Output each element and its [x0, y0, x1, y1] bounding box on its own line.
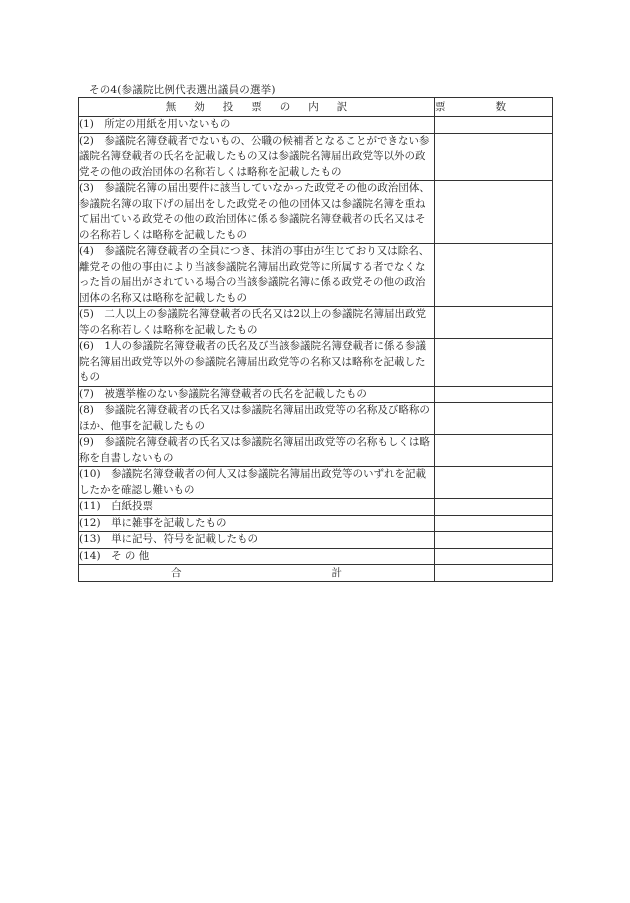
- table-row: [79, 403, 553, 435]
- row-number: (6): [79, 340, 94, 352]
- table-row: [79, 532, 553, 549]
- header-count: [435, 98, 553, 117]
- reason-cell: [79, 244, 435, 307]
- total-row: [79, 565, 553, 582]
- reason-cell: [79, 515, 435, 532]
- table-header-row: [79, 98, 553, 117]
- vote-count-cell[interactable]: [435, 181, 553, 244]
- row-number: (12): [79, 516, 101, 529]
- row-number: (2): [79, 134, 94, 147]
- vote-count-cell[interactable]: [435, 515, 553, 532]
- reason-cell: [79, 386, 435, 403]
- reason-text: 白紙投票: [111, 500, 154, 512]
- row-number: (4): [79, 245, 94, 257]
- reason-cell: [79, 307, 435, 339]
- header-reason: 無効投票の内訳: [79, 98, 435, 117]
- reason-text: 参議院名簿登載者の何人又は参議院名簿届出政党等のいずれを記載したかを確認し難いもの: [79, 468, 427, 496]
- reason-text: 参議院名簿登載者の全員につき、抹消の事由が生じており又は除名、離党その他の事由により当該参議院名簿届出政党等に所属する者でなくなった旨の届出がされている場合の当該参議院名簿に係る政党その他の政治団体の名称又は略称を記載したもの: [79, 245, 430, 304]
- reason-cell: [79, 181, 435, 244]
- vote-count-cell[interactable]: [435, 244, 553, 307]
- total-count-cell[interactable]: [435, 565, 553, 582]
- vote-count-cell[interactable]: [435, 133, 553, 181]
- header-count-left: 票: [435, 101, 446, 113]
- table-row: [79, 515, 553, 532]
- table-row: [79, 339, 553, 387]
- table-row: [79, 386, 553, 403]
- reason-text: 1人の参議院名簿登載者の氏名及び当該参議院名簿登載者に係る参議院名簿届出政党等以外の参議院名簿届出政党等の名称又は略称を記載したもの: [79, 340, 427, 383]
- reason-text: 参議院名簿登載者の氏名又は参議院名簿届出政党等の名称もしくは略称を自書しないもの: [79, 436, 430, 464]
- table-row: [79, 181, 553, 244]
- row-number: (1): [79, 118, 94, 130]
- reason-cell: [79, 548, 435, 565]
- header-count-right: 数: [495, 101, 506, 113]
- table-row: [79, 435, 553, 467]
- reason-cell: [79, 133, 435, 181]
- form-caption: その4(参議院比例代表選出議員の選挙): [89, 84, 276, 96]
- vote-count-cell[interactable]: [435, 499, 553, 516]
- reason-cell: [79, 403, 435, 435]
- reason-text: 参議院名簿の届出要件に該当していなかった政党その他の政治団体、参議院名簿の取下げの届出をした政党その他の団体又は参議院名簿を重ねて届出ている政党その他の政治団体に係る参議院名簿登載者の氏名又はその名称若しくは略称を記載したもの: [79, 182, 430, 241]
- vote-count-cell[interactable]: [435, 548, 553, 565]
- table-row: [79, 244, 553, 307]
- total-label-right: 計: [331, 567, 342, 579]
- table-row: [79, 117, 553, 134]
- row-number: (11): [79, 500, 101, 512]
- vote-count-cell[interactable]: [435, 435, 553, 467]
- row-number: (8): [79, 404, 94, 416]
- reason-cell: [79, 117, 435, 134]
- vote-count-cell[interactable]: [435, 117, 553, 134]
- table-body: [79, 117, 553, 565]
- vote-count-cell[interactable]: [435, 386, 553, 403]
- reason-text: 参議院名簿登載者の氏名又は参議院名簿届出政党等の名称及び略称のほか、他事を記載したもの: [79, 404, 430, 432]
- table-row: [79, 307, 553, 339]
- reason-text: 単に記号、符号を記載したもの: [111, 533, 259, 545]
- row-number: (14): [79, 549, 101, 562]
- reason-text: 被選挙権のない参議院名簿登載者の氏名を記載したもの: [104, 387, 367, 400]
- reason-cell: [79, 467, 435, 499]
- reason-text: そ の 他: [111, 549, 150, 562]
- reason-text: 単に雑事を記載したもの: [111, 516, 227, 529]
- vote-count-cell[interactable]: [435, 403, 553, 435]
- total-label-left: 合: [171, 567, 182, 579]
- table-row: [79, 499, 553, 516]
- reason-text: 二人以上の参議院名簿登載者の氏名又は2以上の参議院名簿届出政党等の名称若しくは略称を記載したもの: [79, 308, 427, 336]
- row-number: (7): [79, 387, 94, 400]
- table-row: [79, 467, 553, 499]
- reason-cell: [79, 339, 435, 387]
- vote-count-cell[interactable]: [435, 467, 553, 499]
- invalid-votes-table: [78, 97, 553, 582]
- reason-text: 参議院名簿登載者でないもの、公職の候補者となることができない参議院名簿登載者の氏名を記載したもの又は参議院名簿届出政党等以外の政党その他の政治団体の名称若しくは略称を記載したもの: [79, 134, 430, 178]
- reason-cell: [79, 532, 435, 549]
- vote-count-cell[interactable]: [435, 307, 553, 339]
- row-number: (3): [79, 182, 94, 194]
- vote-count-cell[interactable]: [435, 339, 553, 387]
- row-number: (13): [79, 533, 101, 545]
- table-row: [79, 133, 553, 181]
- row-number: (9): [79, 436, 94, 448]
- table-row: [79, 548, 553, 565]
- total-label: [79, 565, 435, 582]
- reason-cell: [79, 435, 435, 467]
- row-number: (10): [79, 468, 101, 480]
- reason-text: 所定の用紙を用いないもの: [104, 118, 231, 130]
- vote-count-cell[interactable]: [435, 532, 553, 549]
- reason-cell: [79, 499, 435, 516]
- row-number: (5): [79, 308, 94, 320]
